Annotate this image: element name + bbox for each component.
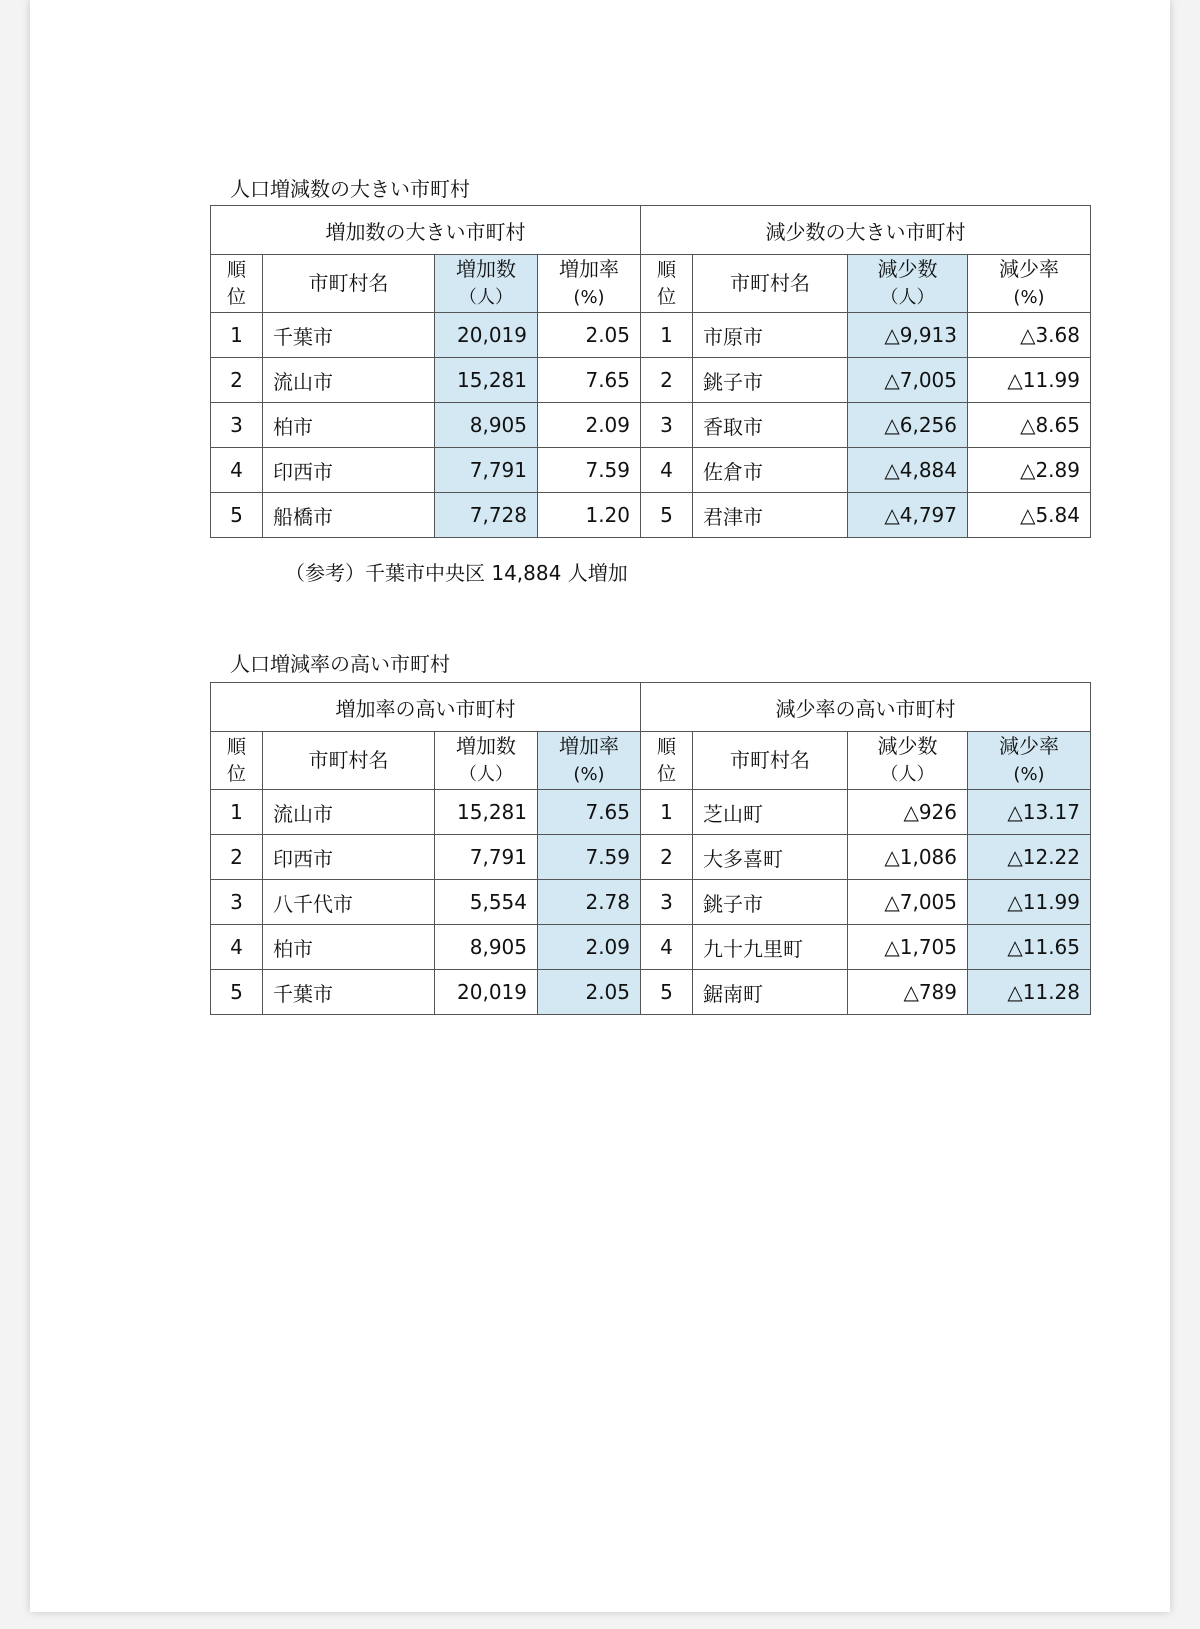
rate-cell: 7.59	[538, 835, 641, 880]
group-header-decrease: 減少率の高い市町村	[641, 683, 1091, 732]
count-cell: 20,019	[435, 970, 538, 1015]
count-cell: △7,005	[848, 358, 968, 403]
name-cell: 大多喜町	[693, 835, 848, 880]
name-cell: 印西市	[263, 448, 435, 493]
header-inc-rate: 増加率 (%)	[538, 732, 641, 790]
rate-cell: △13.17	[968, 790, 1091, 835]
header-inc-count: 増加数 （人）	[435, 255, 538, 313]
name-cell: 柏市	[263, 403, 435, 448]
table-row	[211, 835, 1091, 880]
name-cell: 流山市	[263, 358, 435, 403]
rate-cell: △11.28	[968, 970, 1091, 1015]
rate-cell: △12.22	[968, 835, 1091, 880]
table-highest-rate	[210, 682, 1091, 1015]
rank-cell: 5	[211, 970, 263, 1015]
count-cell: 7,791	[435, 448, 538, 493]
table-row	[211, 313, 1091, 358]
header-name: 市町村名	[263, 732, 435, 790]
rate-cell: △11.99	[968, 880, 1091, 925]
table-row	[211, 925, 1091, 970]
rate-cell: 2.09	[538, 403, 641, 448]
table-row	[211, 448, 1091, 493]
count-cell: △6,256	[848, 403, 968, 448]
name-cell: 市原市	[693, 313, 848, 358]
rate-cell: △5.84	[968, 493, 1091, 538]
table2-title: 人口増減率の高い市町村	[230, 652, 450, 676]
name-cell: 鋸南町	[693, 970, 848, 1015]
header-name: 市町村名	[693, 732, 848, 790]
header-name: 市町村名	[263, 255, 435, 313]
rank-cell: 2	[641, 835, 693, 880]
count-cell: 15,281	[435, 790, 538, 835]
count-cell: △7,005	[848, 880, 968, 925]
name-cell: 印西市	[263, 835, 435, 880]
count-cell: △4,797	[848, 493, 968, 538]
name-cell: 八千代市	[263, 880, 435, 925]
rate-cell: 2.78	[538, 880, 641, 925]
rank-cell: 2	[641, 358, 693, 403]
name-cell: 君津市	[693, 493, 848, 538]
count-cell: 7,728	[435, 493, 538, 538]
rank-cell: 1	[211, 313, 263, 358]
name-cell: 千葉市	[263, 313, 435, 358]
count-cell: △789	[848, 970, 968, 1015]
table-row	[211, 880, 1091, 925]
table-row	[211, 790, 1091, 835]
group-header-increase: 増加率の高い市町村	[211, 683, 641, 732]
name-cell: 船橋市	[263, 493, 435, 538]
rank-cell: 5	[641, 970, 693, 1015]
header-rank: 順 位	[211, 732, 263, 790]
header-dec-count: 減少数 （人）	[848, 732, 968, 790]
rank-cell: 5	[211, 493, 263, 538]
table-largest-change	[210, 205, 1091, 538]
count-cell: 5,554	[435, 880, 538, 925]
header-inc-rate: 増加率 (%)	[538, 255, 641, 313]
header-dec-rate: 減少率 (%)	[968, 255, 1091, 313]
rank-cell: 2	[211, 835, 263, 880]
rate-cell: △11.99	[968, 358, 1091, 403]
rank-cell: 2	[211, 358, 263, 403]
header-rank: 順 位	[641, 732, 693, 790]
header-rank: 順 位	[211, 255, 263, 313]
count-cell: 8,905	[435, 925, 538, 970]
table1-title: 人口増減数の大きい市町村	[230, 177, 470, 201]
count-cell: 8,905	[435, 403, 538, 448]
rate-cell: 2.05	[538, 313, 641, 358]
rate-cell: △11.65	[968, 925, 1091, 970]
table-row	[211, 403, 1091, 448]
rank-cell: 4	[211, 448, 263, 493]
name-cell: 千葉市	[263, 970, 435, 1015]
count-cell: △1,086	[848, 835, 968, 880]
name-cell: 銚子市	[693, 358, 848, 403]
rank-cell: 4	[641, 448, 693, 493]
header-rank: 順 位	[641, 255, 693, 313]
rate-cell: 2.05	[538, 970, 641, 1015]
group-header-decrease: 減少数の大きい市町村	[641, 206, 1091, 255]
rank-cell: 4	[211, 925, 263, 970]
header-dec-count: 減少数 （人）	[848, 255, 968, 313]
rate-cell: △2.89	[968, 448, 1091, 493]
rank-cell: 3	[641, 880, 693, 925]
reference-note: （参考）千葉市中央区 14,884 人増加	[285, 561, 628, 585]
count-cell: 7,791	[435, 835, 538, 880]
header-inc-count: 増加数 （人）	[435, 732, 538, 790]
count-cell: △9,913	[848, 313, 968, 358]
rate-cell: 1.20	[538, 493, 641, 538]
document-page	[30, 0, 1170, 1612]
rank-cell: 1	[641, 790, 693, 835]
name-cell: 流山市	[263, 790, 435, 835]
table-row	[211, 358, 1091, 403]
rank-cell: 3	[211, 403, 263, 448]
rate-cell: 7.65	[538, 358, 641, 403]
header-name: 市町村名	[693, 255, 848, 313]
rank-cell: 3	[641, 403, 693, 448]
rate-cell: △3.68	[968, 313, 1091, 358]
name-cell: 九十九里町	[693, 925, 848, 970]
name-cell: 銚子市	[693, 880, 848, 925]
rate-cell: 2.09	[538, 925, 641, 970]
name-cell: 香取市	[693, 403, 848, 448]
rank-cell: 4	[641, 925, 693, 970]
rank-cell: 5	[641, 493, 693, 538]
rate-cell: 7.59	[538, 448, 641, 493]
rank-cell: 1	[641, 313, 693, 358]
count-cell: 15,281	[435, 358, 538, 403]
count-cell: △1,705	[848, 925, 968, 970]
count-cell: 20,019	[435, 313, 538, 358]
rank-cell: 3	[211, 880, 263, 925]
name-cell: 芝山町	[693, 790, 848, 835]
table-row	[211, 493, 1091, 538]
count-cell: △4,884	[848, 448, 968, 493]
header-dec-rate: 減少率 (%)	[968, 732, 1091, 790]
rank-cell: 1	[211, 790, 263, 835]
rate-cell: 7.65	[538, 790, 641, 835]
name-cell: 柏市	[263, 925, 435, 970]
count-cell: △926	[848, 790, 968, 835]
rate-cell: △8.65	[968, 403, 1091, 448]
name-cell: 佐倉市	[693, 448, 848, 493]
table-row	[211, 970, 1091, 1015]
group-header-increase: 増加数の大きい市町村	[211, 206, 641, 255]
